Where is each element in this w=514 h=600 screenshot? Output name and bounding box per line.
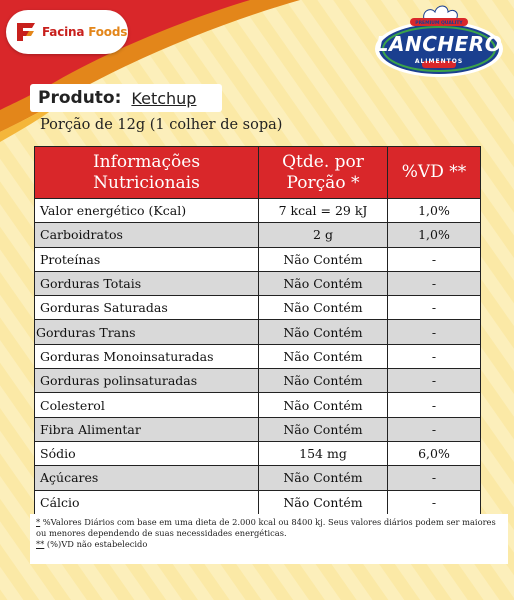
nutrient-quantity: Não Contém xyxy=(259,320,388,344)
product-box xyxy=(30,84,222,112)
table-header-row xyxy=(35,147,481,199)
header-daily-value: %VD ** xyxy=(388,147,481,199)
nutrient-daily-value: - xyxy=(388,296,481,320)
header-nutrition-line1: Informações xyxy=(92,151,201,172)
nutrient-quantity: Não Contém xyxy=(259,344,388,368)
nutrient-name: Proteínas xyxy=(35,247,259,271)
nutrient-daily-value: - xyxy=(388,369,481,393)
product-name: Ketchup xyxy=(131,88,197,108)
nutrient-name: Sódio xyxy=(35,441,259,465)
nutrient-daily-value: 1,0% xyxy=(388,223,481,247)
table-row xyxy=(35,344,481,368)
nutrient-quantity: Não Contém xyxy=(259,271,388,295)
table-row xyxy=(35,320,481,344)
nutrient-name: Gorduras Monoinsaturadas xyxy=(35,344,259,368)
nutrient-name: Gorduras polinsaturadas xyxy=(35,369,259,393)
header-nutrition-info xyxy=(35,147,259,199)
nutrient-quantity: Não Contém xyxy=(259,296,388,320)
nutrient-name: Gorduras Totais xyxy=(35,271,259,295)
footnote-mark-double: ** xyxy=(36,539,45,549)
facina-f-icon xyxy=(14,20,38,44)
header-quantity xyxy=(259,147,388,199)
header-quantity-line1: Qtde. por xyxy=(282,151,364,172)
nutrient-daily-value: - xyxy=(388,466,481,490)
table-row xyxy=(35,441,481,465)
nutrient-name: Gorduras Saturadas xyxy=(35,296,259,320)
nutrient-quantity: 2 g xyxy=(259,223,388,247)
nutrient-name: Carboidratos xyxy=(35,223,259,247)
lanchero-wordmark: LANCHERO xyxy=(375,32,503,56)
lanchero-subtitle: ALIMENTOS xyxy=(414,58,464,65)
nutrient-name: Fibra Alimentar xyxy=(35,417,259,441)
lanchero-logo xyxy=(370,4,508,80)
facina-logo-word: Facina xyxy=(42,25,85,39)
nutrient-daily-value: - xyxy=(388,490,481,514)
nutrient-name: Gorduras Trans xyxy=(35,320,259,344)
header-quantity-line2: Porção * xyxy=(286,172,360,193)
nutrient-name: Valor energético (Kcal) xyxy=(35,199,259,223)
table-row xyxy=(35,247,481,271)
table-row xyxy=(35,223,481,247)
footnote-daily-values xyxy=(36,517,502,539)
nutrient-quantity: Não Contém xyxy=(259,393,388,417)
nutrient-quantity: Não Contém xyxy=(259,369,388,393)
nutrient-daily-value: - xyxy=(388,344,481,368)
nutrient-daily-value: - xyxy=(388,417,481,441)
nutrient-quantity: Não Contém xyxy=(259,417,388,441)
nutrient-quantity: 7 kcal = 29 kJ xyxy=(259,199,388,223)
nutrient-daily-value: 6,0% xyxy=(388,441,481,465)
nutrient-name: Cálcio xyxy=(35,490,259,514)
nutrient-quantity: 154 mg xyxy=(259,441,388,465)
portion-size: Porção de 12g (1 colher de sopa) xyxy=(40,117,283,133)
nutrient-quantity: Não Contém xyxy=(259,247,388,271)
nutrient-quantity: Não Contém xyxy=(259,490,388,514)
nutrient-daily-value: - xyxy=(388,247,481,271)
footnote-text-daily-values: %Valores Diários com base em uma dieta de 2.000 kcal ou 8400 kj. Seus valores diários podem ser maiores ou menores dependendo de suas necessidades energéticas. xyxy=(36,517,496,538)
nutrient-daily-value: - xyxy=(388,393,481,417)
footnote-text-not-established: (%)VD não estabelecido xyxy=(44,539,148,549)
nutrition-table xyxy=(34,146,481,515)
table-row xyxy=(35,490,481,514)
product-label: Produto: xyxy=(38,88,122,108)
table-row xyxy=(35,199,481,223)
lanchero-tagline: PREMIUM QUALITY xyxy=(415,21,463,26)
foods-logo-word: Foods xyxy=(88,25,128,39)
facina-logo-text xyxy=(42,25,127,39)
table-row xyxy=(35,393,481,417)
nutrient-name: Açúcares xyxy=(35,466,259,490)
facina-foods-logo xyxy=(6,10,128,54)
nutrient-daily-value: - xyxy=(388,320,481,344)
table-row xyxy=(35,271,481,295)
nutrient-daily-value: 1,0% xyxy=(388,199,481,223)
nutrient-quantity: Não Contém xyxy=(259,466,388,490)
nutrient-name: Colesterol xyxy=(35,393,259,417)
header-nutrition-line2: Nutricionais xyxy=(93,172,200,193)
table-row xyxy=(35,417,481,441)
nutrient-daily-value: - xyxy=(388,271,481,295)
footnote xyxy=(30,514,508,564)
footnote-mark-single: * xyxy=(36,517,41,527)
table-row xyxy=(35,369,481,393)
table-row xyxy=(35,466,481,490)
table-row xyxy=(35,296,481,320)
footnote-not-established xyxy=(36,539,502,550)
